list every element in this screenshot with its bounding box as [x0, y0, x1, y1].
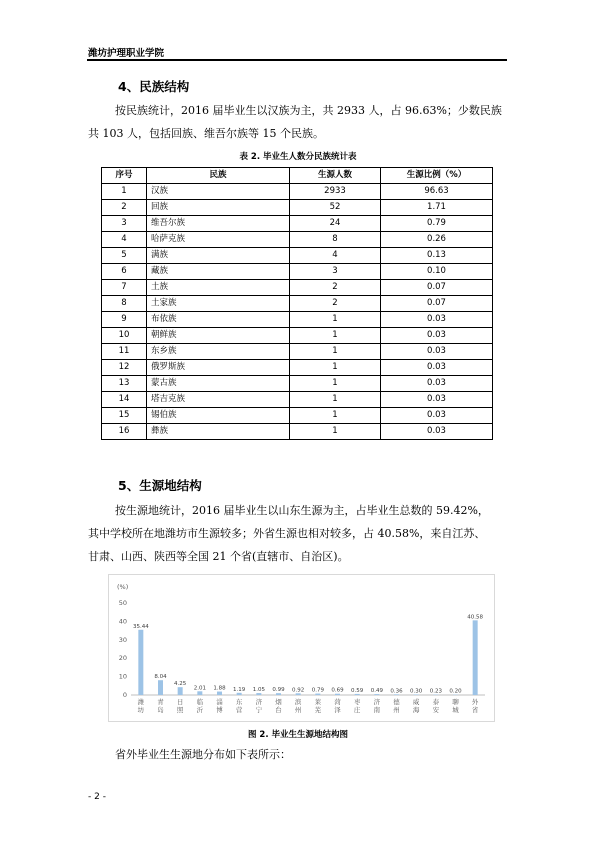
data-label: 0.69: [331, 687, 344, 694]
x-tick-label: 沂: [196, 706, 204, 714]
x-tick-label: 日: [176, 698, 184, 706]
x-tick-label: 外: [471, 698, 479, 706]
table-row: [102, 376, 493, 392]
table-row: [102, 280, 493, 296]
origin-paragraph: [88, 499, 508, 568]
cell-index: 12: [102, 360, 147, 376]
x-tick-label: 台: [275, 706, 282, 714]
cell-index: 9: [102, 312, 147, 328]
cell-ratio: 0.03: [381, 344, 493, 360]
cell-ethnicity: 维吾尔族: [147, 216, 290, 232]
cell-ethnicity: 彝族: [147, 424, 290, 440]
page-number: - 2 -: [88, 792, 106, 802]
table-row: [102, 312, 493, 328]
bar: [335, 694, 340, 695]
cell-count: 2: [290, 280, 381, 296]
cell-index: 11: [102, 344, 147, 360]
ethnic-para-line1: 按民族统计，2016 届毕业生以汉族为主，共 2933 人，占 96.63%；少数民族: [115, 104, 502, 117]
cell-index: 10: [102, 328, 147, 344]
data-label: 35.44: [132, 623, 149, 630]
table-row: [102, 296, 493, 312]
cell-ratio: 0.03: [381, 328, 493, 344]
ethnic-para-line2: 共 103 人，包括回族、维吾尔族等 15 个民族。: [88, 127, 324, 140]
y-tick-label: 10: [118, 672, 127, 681]
origin-para-line2: 其中学校所在地潍坊市生源较多；外省生源也相对较多，占 40.58%，来自江苏、: [88, 527, 486, 540]
cell-ethnicity: 藏族: [147, 264, 290, 280]
table-row: [102, 184, 493, 200]
x-tick-label: 坊: [137, 706, 145, 714]
bar: [276, 693, 281, 695]
origin-para-line1: 按生源地统计，2016 届毕业生以山东生源为主，占毕业生总数的 59.42%，: [115, 504, 489, 517]
x-tick-label: 德: [393, 698, 400, 706]
x-tick-label: 州: [393, 706, 400, 714]
bar: [237, 693, 242, 695]
cell-count: 2: [290, 296, 381, 312]
bar: [355, 694, 360, 695]
cell-index: 15: [102, 408, 147, 424]
bar: [158, 680, 163, 695]
section-heading-origin: 5、生源地结构: [118, 478, 202, 493]
cell-index: 3: [102, 216, 147, 232]
cell-count: 8: [290, 232, 381, 248]
bar: [394, 694, 399, 695]
table-row: [102, 248, 493, 264]
cell-index: 2: [102, 200, 147, 216]
bar: [473, 620, 478, 695]
x-tick-label: 营: [235, 706, 243, 714]
x-tick-label: 照: [176, 706, 184, 714]
y-tick-label: 20: [118, 654, 127, 663]
cell-ratio: 0.03: [381, 408, 493, 424]
x-tick-label: 潍: [137, 698, 145, 706]
cell-ratio: 0.07: [381, 296, 493, 312]
data-label: 0.20: [449, 688, 462, 695]
bar: [138, 630, 143, 695]
origin-bar-chart: [109, 575, 494, 721]
cell-index: 1: [102, 184, 147, 200]
cell-count: 1: [290, 360, 381, 376]
ethnic-paragraph: [88, 99, 508, 145]
y-tick-label: 30: [118, 635, 127, 644]
table-row: [102, 232, 493, 248]
cell-index: 16: [102, 424, 147, 440]
cell-ethnicity: 塔吉克族: [147, 392, 290, 408]
x-tick-label: 泰: [432, 698, 440, 706]
data-label: 1.19: [233, 686, 246, 693]
origin-para-line3: 甘肃、山西、陕西等全国 21 个省(直辖市、自治区)。: [88, 550, 349, 563]
x-tick-label: 济: [373, 698, 381, 706]
y-tick-label: 40: [118, 617, 127, 626]
cell-count: 2933: [290, 184, 381, 200]
bar: [256, 693, 261, 695]
page-header: 潍坊护理职业学院: [88, 48, 165, 59]
cell-count: 1: [290, 328, 381, 344]
data-label: 0.59: [351, 687, 364, 694]
table-caption: 表 2. 毕业生人数分民族统计表: [239, 152, 357, 162]
cell-index: 13: [102, 376, 147, 392]
data-label: 0.99: [272, 687, 285, 694]
cell-index: 4: [102, 232, 147, 248]
cell-ratio: 0.07: [381, 280, 493, 296]
x-tick-label: 青: [157, 698, 164, 706]
data-label: 0.36: [390, 688, 403, 695]
cell-ethnicity: 土族: [147, 280, 290, 296]
header-index: 序号: [102, 168, 147, 184]
data-label: 8.04: [154, 674, 167, 681]
x-tick-label: 岛: [157, 706, 164, 714]
table-row: [102, 392, 493, 408]
cell-count: 1: [290, 408, 381, 424]
bar: [315, 694, 320, 695]
x-tick-label: 威: [412, 698, 420, 706]
cell-ratio: 0.79: [381, 216, 493, 232]
cell-count: 52: [290, 200, 381, 216]
data-label: 4.25: [174, 681, 187, 688]
cell-ethnicity: 布依族: [147, 312, 290, 328]
cell-index: 8: [102, 296, 147, 312]
table-header-row: [102, 168, 493, 184]
x-tick-label: 省: [471, 706, 479, 714]
data-label: 0.79: [311, 687, 324, 694]
cell-ratio: 1.71: [381, 200, 493, 216]
cell-ethnicity: 俄罗斯族: [147, 360, 290, 376]
cell-ratio: 0.03: [381, 312, 493, 328]
cell-ratio: 0.10: [381, 264, 493, 280]
cell-count: 24: [290, 216, 381, 232]
header-count: 生源人数: [290, 168, 381, 184]
x-tick-label: 莱: [314, 698, 322, 706]
x-tick-label: 安: [432, 706, 440, 714]
bar: [414, 694, 419, 695]
cell-count: 1: [290, 376, 381, 392]
cell-count: 3: [290, 264, 381, 280]
cell-ratio: 0.03: [381, 360, 493, 376]
table-row: [102, 328, 493, 344]
cell-count: 1: [290, 392, 381, 408]
data-label: 0.30: [410, 688, 423, 695]
cell-ethnicity: 朝鲜族: [147, 328, 290, 344]
x-tick-label: 泽: [334, 706, 341, 714]
cell-count: 1: [290, 312, 381, 328]
data-label: 1.88: [213, 685, 226, 692]
data-label: 40.58: [467, 614, 484, 621]
bar: [374, 694, 379, 695]
cell-count: 1: [290, 344, 381, 360]
x-tick-label: 东: [235, 698, 243, 706]
data-label: 1.05: [252, 687, 265, 694]
x-tick-label: 济: [255, 698, 263, 706]
x-tick-label: 临: [196, 698, 204, 706]
y-tick-label: 0: [122, 691, 127, 699]
x-tick-label: 淄: [216, 698, 223, 706]
header-ratio: 生源比例（%）: [381, 168, 493, 184]
x-tick-label: 博: [216, 706, 223, 714]
x-tick-label: 宁: [255, 706, 263, 714]
header-ethnicity: 民族: [147, 168, 290, 184]
cell-ethnicity: 土家族: [147, 296, 290, 312]
cell-ethnicity: 满族: [147, 248, 290, 264]
cell-ratio: 96.63: [381, 184, 493, 200]
x-tick-label: 聊: [452, 698, 459, 706]
cell-ethnicity: 蒙古族: [147, 376, 290, 392]
cell-ratio: 0.03: [381, 424, 493, 440]
after-figure-text: 省外毕业生生源地分布如下表所示：: [115, 748, 291, 761]
x-tick-label: 芜: [314, 706, 322, 714]
x-tick-label: 烟: [275, 698, 282, 706]
bar: [178, 687, 183, 695]
table-row: [102, 360, 493, 376]
cell-ethnicity: 东乡族: [147, 344, 290, 360]
data-label: 0.23: [429, 688, 442, 695]
y-axis-unit-label: (%): [117, 583, 129, 591]
table-row: [102, 424, 493, 440]
x-tick-label: 城: [452, 706, 459, 714]
after-figure-paragraph: [88, 743, 508, 766]
x-tick-label: 南: [373, 706, 381, 714]
table-row: [102, 408, 493, 424]
cell-ethnicity: 回族: [147, 200, 290, 216]
figure-caption: 图 2. 毕业生生源地结构图: [247, 730, 349, 740]
y-tick-label: 50: [118, 599, 127, 607]
x-tick-label: 滨: [294, 698, 302, 706]
cell-count: 4: [290, 248, 381, 264]
x-tick-label: 海: [412, 706, 420, 714]
data-label: 2.01: [193, 685, 206, 692]
cell-index: 5: [102, 248, 147, 264]
cell-index: 6: [102, 264, 147, 280]
bar: [197, 691, 202, 695]
x-tick-label: 庄: [353, 706, 361, 714]
x-tick-label: 枣: [353, 698, 361, 706]
cell-ratio: 0.13: [381, 248, 493, 264]
cell-ethnicity: 哈萨克族: [147, 232, 290, 248]
cell-ratio: 0.26: [381, 232, 493, 248]
cell-ratio: 0.03: [381, 376, 493, 392]
table-row: [102, 264, 493, 280]
bar: [296, 693, 301, 695]
cell-ratio: 0.03: [381, 392, 493, 408]
cell-ethnicity: 汉族: [147, 184, 290, 200]
header-divider: [87, 59, 507, 61]
cell-count: 1: [290, 424, 381, 440]
cell-index: 14: [102, 392, 147, 408]
ethnic-table: [101, 167, 493, 440]
cell-ethnicity: 锡伯族: [147, 408, 290, 424]
x-tick-label: 菏: [334, 698, 341, 706]
cell-index: 7: [102, 280, 147, 296]
origin-chart: [108, 574, 495, 722]
section-heading-ethnic: 4、民族结构: [118, 79, 190, 94]
table-row: [102, 216, 493, 232]
data-label: 0.92: [292, 687, 305, 694]
bar: [217, 692, 222, 695]
data-label: 0.49: [370, 688, 383, 695]
table-row: [102, 200, 493, 216]
table-row: [102, 344, 493, 360]
x-tick-label: 州: [294, 706, 302, 714]
